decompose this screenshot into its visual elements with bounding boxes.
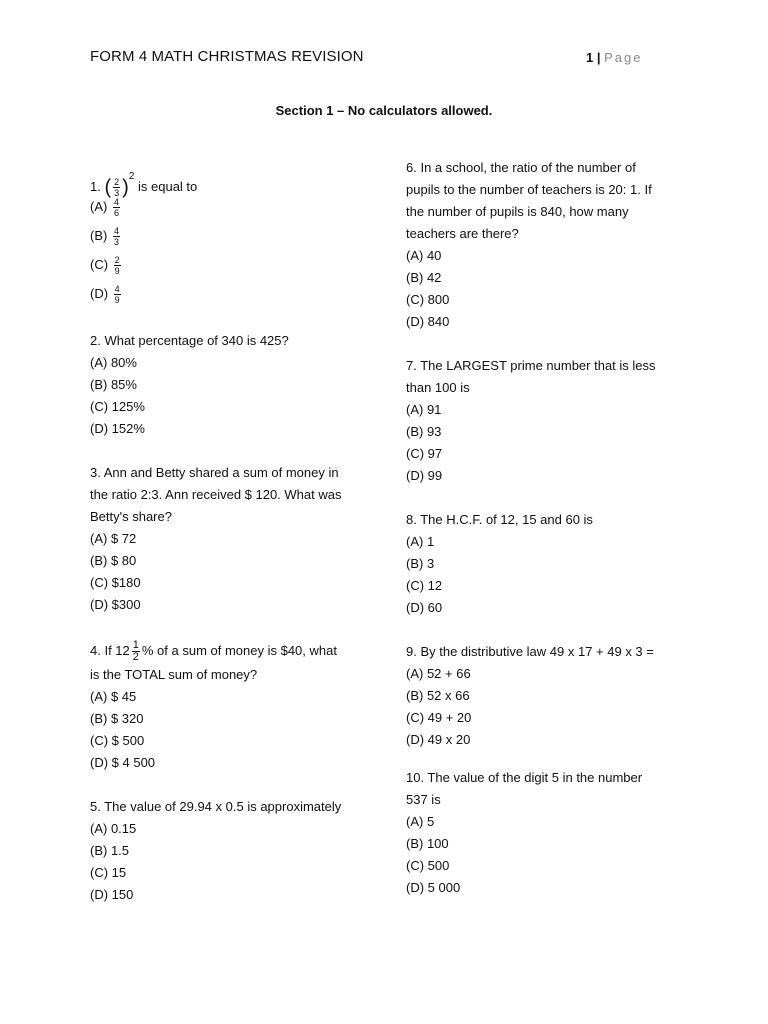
fraction-denominator: 6: [113, 208, 119, 219]
question-stem: 8. The H.C.F. of 12, 15 and 60 is: [406, 512, 593, 527]
option-a: (A) 91: [406, 402, 442, 417]
option-d: [90, 279, 380, 308]
question-stem-line: than 100 is: [406, 380, 470, 395]
question-stem: 9. By the distributive law 49 x 17 + 49 x 3 =: [406, 644, 654, 659]
question-8: [406, 509, 696, 619]
question-3: [90, 462, 380, 616]
open-paren: (: [104, 176, 112, 199]
option-label: (B): [90, 228, 108, 243]
question-2: [90, 330, 380, 440]
option-fraction: [114, 284, 121, 305]
fraction-numerator: 4: [114, 284, 120, 295]
question-stem-line: 3. Ann and Betty shared a sum of money in: [90, 465, 339, 480]
question-stem-line: pupils to the number of teachers is 20: 1. If: [406, 182, 652, 197]
close-paren: ): [122, 176, 129, 199]
fraction-numerator: 2: [114, 255, 120, 266]
question-4: [90, 638, 380, 774]
fraction-denominator: 9: [114, 266, 120, 277]
option-c: (C) $180: [90, 575, 141, 590]
page-separator: |: [596, 50, 601, 65]
fraction-numerator: 4: [113, 226, 119, 237]
right-column: [406, 157, 696, 921]
question-stem: 2. What percentage of 340 is 425?: [90, 333, 289, 348]
page-label: Page: [604, 50, 643, 65]
option-b: (B) 85%: [90, 377, 137, 392]
question-stem-line: is the TOTAL sum of money?: [90, 667, 258, 682]
option-a: (A) 80%: [90, 355, 137, 370]
question-stem-line: teachers are there?: [406, 226, 519, 241]
fraction-denominator: 2: [132, 651, 139, 664]
option-b: (B) $ 80: [90, 553, 137, 568]
fraction: [132, 640, 140, 663]
question-stem-line: the number of pupils is 840, how many: [406, 204, 629, 219]
option-d: (D) 49 x 20: [406, 732, 471, 747]
question-stem-line: 7. The LARGEST prime number that is less: [406, 358, 656, 373]
option-d: (D) 840: [406, 314, 450, 329]
page-number-value: 1: [586, 50, 594, 65]
option-c: (C) 800: [406, 292, 450, 307]
option-c: (C) 125%: [90, 399, 145, 414]
option-a: [90, 192, 380, 221]
option-d: (D) 99: [406, 468, 443, 483]
question-6: [406, 157, 696, 333]
option-d: (D) 60: [406, 600, 443, 615]
fraction-denominator: 3: [113, 237, 119, 248]
option-label: (C): [90, 257, 109, 272]
option-a: (A) 52 + 66: [406, 666, 471, 681]
question-1-stem: [90, 162, 380, 199]
option-b: (B) 1.5: [90, 843, 130, 858]
left-column: [90, 162, 380, 928]
question-number: 1.: [90, 179, 101, 194]
option-label: (A): [90, 199, 108, 214]
option-d: (D) 152%: [90, 421, 145, 436]
fraction-numerator: 1: [132, 639, 139, 652]
option-a: (A) 1: [406, 534, 435, 549]
option-a: (A) $ 45: [90, 689, 137, 704]
header-title: FORM 4 MATH CHRISTMAS REVISION: [90, 48, 364, 65]
fraction-numerator: 2: [114, 177, 120, 188]
option-c: (C) 500: [406, 858, 450, 873]
question-stem-line: [90, 638, 380, 664]
option-a: (A) $ 72: [90, 531, 137, 546]
question-1: [90, 162, 380, 308]
question-suffix: % of a sum of money is $40, what: [141, 643, 337, 658]
option-d: (D) 5 000: [406, 880, 461, 895]
option-fraction: [113, 197, 120, 218]
question-9: [406, 641, 696, 751]
question-text: is equal to: [138, 179, 198, 194]
option-b: (B) 42: [406, 270, 442, 285]
option-c: [90, 250, 380, 279]
option-fraction: [114, 255, 121, 276]
exponent: 2: [128, 171, 135, 182]
option-b: (B) $ 320: [90, 711, 144, 726]
option-c: (C) 12: [406, 578, 443, 593]
question-prefix: 4. If 12: [90, 643, 130, 658]
option-a: (A) 0.15: [90, 821, 137, 836]
question-stem-line: 537 is: [406, 792, 441, 807]
option-b: [90, 221, 380, 250]
option-c: (C) $ 500: [90, 733, 145, 748]
fraction-denominator: 9: [114, 295, 120, 306]
question-stem-line: the ratio 2:3. Ann received $ 120. What was: [90, 487, 342, 502]
option-b: (B) 3: [406, 556, 435, 571]
question-5: [90, 796, 380, 906]
question-stem: 5. The value of 29.94 x 0.5 is approximately: [90, 799, 342, 814]
option-b: (B) 93: [406, 424, 442, 439]
option-d: (D) 150: [90, 887, 134, 902]
option-c: (C) 49 + 20: [406, 710, 472, 725]
option-d: (D) $300: [90, 597, 141, 612]
fraction-numerator: 4: [113, 197, 119, 208]
question-stem-line: 6. In a school, the ratio of the number of: [406, 160, 636, 175]
option-d: (D) $ 4 500: [90, 755, 156, 770]
option-fraction: [113, 226, 120, 247]
option-c: (C) 97: [406, 446, 443, 461]
option-b: (B) 52 x 66: [406, 688, 470, 703]
question-stem-line: Betty's share?: [90, 509, 172, 524]
option-label: (D): [90, 286, 109, 301]
option-c: (C) 15: [90, 865, 127, 880]
question-7: [406, 355, 696, 487]
section-heading: Section 1 – No calculators allowed.: [275, 103, 493, 118]
option-a: (A) 5: [406, 814, 435, 829]
question-10: [406, 767, 696, 899]
question-stem-line: 10. The value of the digit 5 in the number: [406, 770, 643, 785]
option-a: (A) 40: [406, 248, 442, 263]
page-number: [586, 50, 643, 65]
option-b: (B) 100: [406, 836, 449, 851]
fraction-denominator: 3: [114, 188, 120, 199]
